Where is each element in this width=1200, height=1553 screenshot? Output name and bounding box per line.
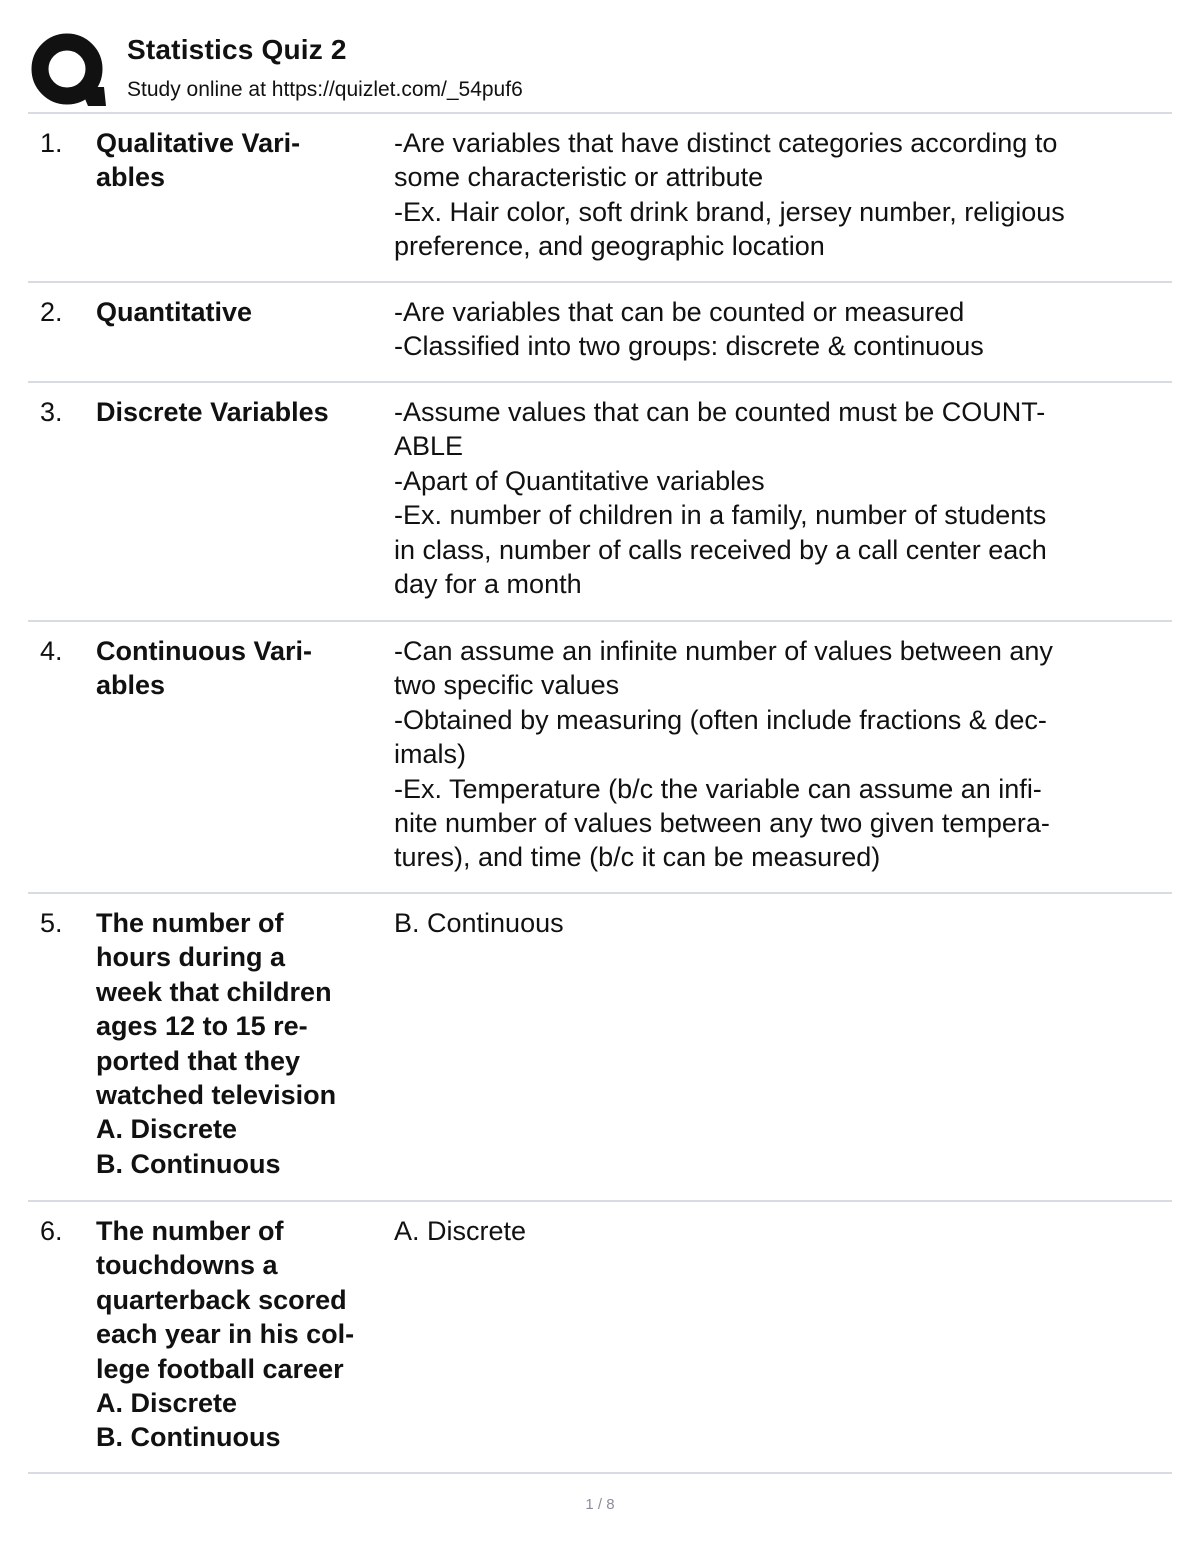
card-number: 6. xyxy=(40,1216,63,1246)
card-term: Qualitative Vari- ables xyxy=(96,128,301,193)
card-definition: -Are variables that can be counted or measured -Classified into two groups: discrete & continuous xyxy=(394,297,984,362)
divider xyxy=(28,892,1172,894)
divider xyxy=(28,281,1172,283)
document-title: Statistics Quiz 2 xyxy=(127,34,347,65)
card-term: The number of hours during a week that children ages 12 to 15 re- ported that they watched television A. Discrete B. Continuous xyxy=(96,908,337,1179)
quizlet-q-logo-icon xyxy=(30,32,108,110)
card-number: 1. xyxy=(40,128,63,158)
card-definition: -Can assume an infinite number of values between any two specific values -Obtained by measuring (often include fractions & dec- imals) -Ex. Temperature (b/c the variable can assume an infi- nite number of values between any two given tempera- tures), and time (b/c it can be measured) xyxy=(394,636,1053,873)
card-number: 5. xyxy=(40,908,63,938)
card-definition: B. Continuous xyxy=(394,908,564,938)
divider xyxy=(28,112,1172,114)
card-definition: -Are variables that have distinct categories according to some characteristic or attribute -Ex. Hair color, soft drink brand, jersey number, religious preference, and geographic location xyxy=(394,128,1065,262)
divider xyxy=(28,1472,1172,1474)
page-indicator: 1 / 8 xyxy=(585,1496,615,1513)
card-number: 4. xyxy=(40,636,63,666)
card-term: The number of touchdowns a quarterback scored each year in his col- lege football career A. Discrete B. Continuous xyxy=(96,1216,355,1453)
card-term: Quantitative xyxy=(96,297,253,327)
divider xyxy=(28,381,1172,383)
card-number: 3. xyxy=(40,397,63,427)
card-number: 2. xyxy=(40,297,63,327)
divider xyxy=(28,620,1172,622)
divider xyxy=(28,1200,1172,1202)
card-definition: -Assume values that can be counted must be COUNT- ABLE -Apart of Quantitative variables -Ex. number of children in a family, number of students in class, number of calls received by a call center each day for a month xyxy=(394,397,1047,600)
card-term: Discrete Variables xyxy=(96,397,329,427)
study-online-link[interactable]: Study online at https://quizlet.com/_54puf6 xyxy=(127,78,523,101)
card-definition: A. Discrete xyxy=(394,1216,527,1246)
card-term: Continuous Vari- ables xyxy=(96,636,312,701)
page-header xyxy=(28,28,1172,112)
